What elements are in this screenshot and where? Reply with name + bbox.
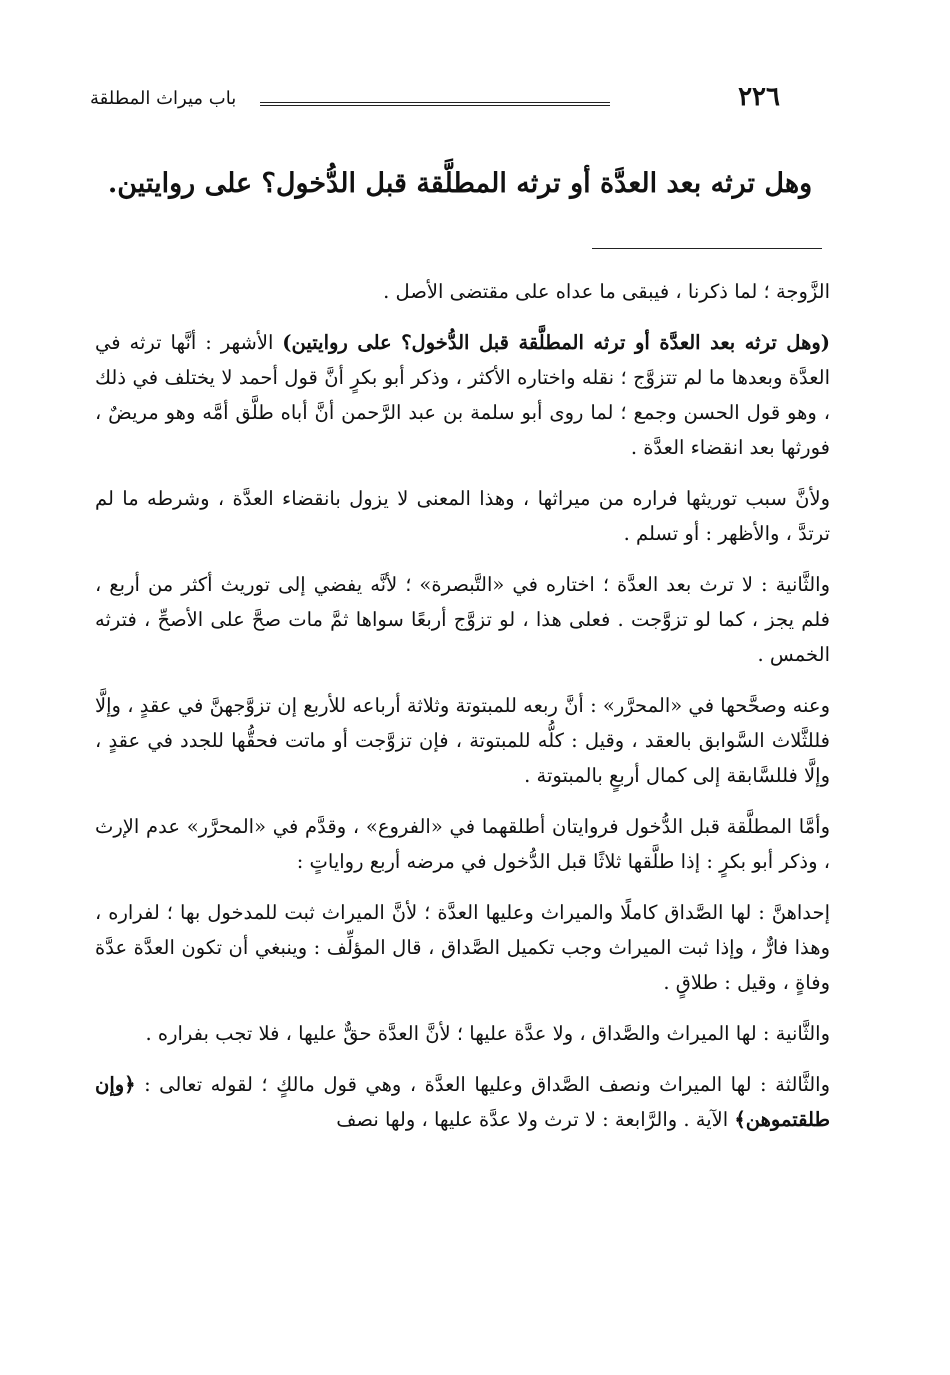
page-number: ٢٢٦ (738, 82, 780, 112)
paragraph-7-text: إحداهنَّ : لها الصَّداق كاملًا والميراث وعليها العدَّة ؛ لأنَّ الميراث ثبت للمدخول بها ؛ لفراره ، وهذا فارٌّ ، وإذا ثبت الميراث وجب تكميل الصَّداق ، قال المؤلِّف : وينبغي أن تكون العدَّة عدَّة وفاةٍ ، وقيل : طلاقٍ . (95, 901, 830, 994)
paragraph-3 (95, 481, 830, 551)
text-divider (592, 248, 822, 249)
paragraph-4-text: والثَّانية : لا ترث بعد العدَّة ؛ اختاره في «التَّبصرة» ؛ لأنَّه يفضي إلى توريث أكثر من أربع ، فلم يجز ، كما لو تزوَّجت . فعلى هذا ، لو تزوَّج أربعًا سواها ثمَّ مات صحَّ على الأصحِّ ، فترثه الخمس . (95, 573, 830, 666)
paragraph-9-text-a: والثَّالثة : لها الميراث ونصف الصَّداق وعليها العدَّة ، وهي قول مالكٍ ؛ لقوله تعالى : (135, 1073, 830, 1096)
paragraph-3-text: ولأنَّ سبب توريثها فراره من ميراثها ، وهذا المعنى لا يزول بانقضاء العدَّة ، وشرطه ما لم ترتدَّ ، والأظهر : أو تسلم . (95, 487, 830, 545)
page-header (90, 82, 790, 122)
commentary-body (95, 274, 830, 1153)
paragraph-1 (95, 274, 830, 309)
paragraph-9-text-b: الآية . والرَّابعة : لا ترث ولا عدَّة عليها ، ولها نصف (336, 1108, 735, 1131)
paragraph-1-text: الزَّوجة ؛ لما ذكرنا ، فيبقى ما عداه على مقتضى الأصل . (383, 280, 830, 303)
paragraph-8-text: والثَّانية : لها الميراث والصَّداق ، ولا عدَّة عليها ؛ لأنَّ العدَّة حقٌّ عليها ، فلا تجب بفراره . (145, 1022, 830, 1045)
quran-quote: ﴿وإن طلقتموهن﴾ (95, 1073, 830, 1131)
chapter-title: باب ميراث المطلقة (90, 88, 237, 109)
paragraph-8 (95, 1016, 830, 1051)
header-rule (260, 102, 610, 103)
quoted-main-text: (وهل ترثه بعد العدَّة أو ترثه المطلَّقة قبل الدُّخول؟ على روايتين) (282, 331, 830, 354)
paragraph-2-text: الأشهر : أنَّها ترثه في العدَّة وبعدها ما لم تتزوَّج ؛ نقله واختاره الأكثر ، وذكر أبو بكرٍ أنَّ قول أحمد لا يختلف في ذلك ، وهو قول الحسن وجمع ؛ لما روى أبو سلمة بن عبد الرَّحمن أنَّ أباه طلَّق أمَّه وهو مريضٌ ، فورثها بعد انقضاء العدَّة . (95, 331, 830, 459)
paragraph-5 (95, 688, 830, 793)
paragraph-2 (95, 325, 830, 465)
paragraph-9 (95, 1067, 830, 1137)
main-text: وهل ترثه بعد العدَّة أو ترثه المطلَّقة قبل الدُّخول؟ على روايتين. (107, 168, 813, 199)
paragraph-4 (95, 567, 830, 672)
paragraph-7 (95, 895, 830, 1000)
paragraph-5-text: وعنه وصحَّحها في «المحرَّر» : أنَّ ربعه للمبتوتة وثلاثة أرباعه للأربع إن تزوَّجهنَّ في عقدٍ ، وإلَّا فللثَّلاث السَّوابق بالعقد ، وقيل : كلُّه للمبتوتة ، فإن تزوَّجت أو ماتت فحقُّها للجدد في عقدٍ ، وإلَّا فللسَّابقة إلى كمال أربعٍ بالمبتوتة . (95, 694, 830, 787)
paragraph-6-text: وأمَّا المطلَّقة قبل الدُّخول فروايتان أطلقهما في «الفروع» ، وقدَّم في «المحرَّر» عدم الإرث ، وذكر أبو بكرٍ : إذا طلَّقها ثلاثًا قبل الدُّخول في مرضه أربع رواياتٍ : (95, 815, 830, 873)
paragraph-6 (95, 809, 830, 879)
